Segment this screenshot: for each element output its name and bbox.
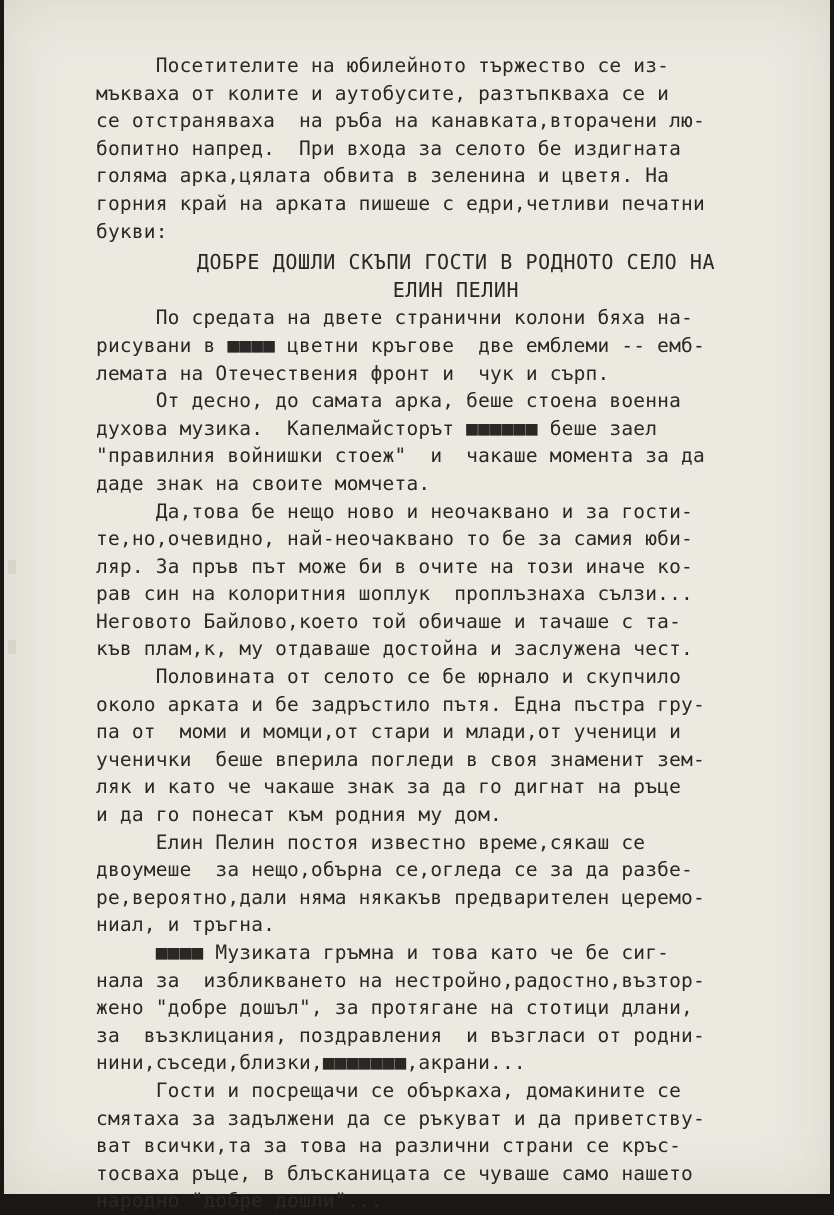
inscription-line: ДОБРЕ ДОШЛИ СКЪПИ ГОСТИ В РОДНОТО СЕЛО НА [196,250,716,275]
text-line: около арката и бе задръстило пътя. Една пъстра гру- [96,692,705,716]
paragraph-crowd [96,663,816,829]
text-line: Елин Пелин постоя известно време,сякаш се [96,830,646,854]
text-line: От десно, до самата арка, беше стоена военна [96,389,682,413]
text-line: ученички беше вперила погледи в своя знаменит зем- [96,747,705,771]
page-edge-mark [8,560,16,574]
text-line: къв плам,к, му отдаваше достойна и заслужена чест. [96,637,693,661]
paragraph-music [96,939,816,1077]
text-line: Да,това бе нещо ново и неочаквано и за гости- [96,499,693,523]
text-line: рисувани в ■■■■ цветни кръгове две емблеми -- емб- [96,333,705,357]
text-line: ват всички,та за това на различни страни се кръс- [96,1134,682,1158]
text-line: нала за избликването на нестройно,радостно,възтор- [96,968,705,992]
text-line: Посетителите на юбилейното тържество се из- [96,54,670,77]
text-line: ниал, и тръгна. [96,913,276,937]
paragraph-arrival [96,52,816,245]
arch-inscription [96,249,816,304]
text-line: и да го понесат към родния му дом. [96,803,502,827]
text-line: народно "добре дошли"... [96,1189,383,1213]
text-line: тосваха ръце, в блъсканицата се чуваше само нашето [96,1161,693,1185]
paragraph-emblems [96,304,816,387]
text-line: нини,съседи,близки,■■■■■■■,акрани... [96,1051,526,1075]
text-line: лемата на Отечествения фронт и чук и сърп. [96,361,610,385]
text-line: голяма арка,цялата обвита в зеленина и цветя. На [96,164,670,188]
text-line: ■■■■ Музиката гръмна и това като че бе сиг- [96,941,670,964]
text-line: По средата на двете странични колони бяха на- [96,306,693,330]
text-line: те,но,очевидно, най-неочаквано то бе за самия юби- [96,527,693,551]
text-line: букви: [96,219,168,243]
text-line: ляк и като че чакаше знак за да го дигнат на ръце [96,775,682,799]
text-line: смятаха за задължени да се ръкуват и да приветству- [96,1106,705,1130]
text-line: Половината от селото се бе юрнало и скупчило [96,665,682,689]
text-line: за възклицания, поздравления и възгласи от родни- [96,1023,705,1047]
text-line: мъкваха от колите и аутобусите, разтъпкваха се и [96,81,670,105]
text-line: бопитно напред. При входа за селото бе издигната [96,136,682,160]
text-line: ре,вероятно,дали няма някакъв предварителен церемо- [96,885,705,909]
inscription-line: ЕЛИН ПЕЛИН [392,277,520,302]
text-line: духова музика. Капелмайсторът ■■■■■■ беше заел [96,416,658,440]
text-line: Неговото Байлово,което той обичаше и тачаше с та- [96,609,682,633]
text-line: ляр. За пръв път може би в очите на този иначе ко- [96,554,693,578]
typewritten-page [4,0,830,1213]
text-line: па от моми и момци,от стари и млади,от ученици и [96,720,682,744]
paragraph-band [96,387,816,497]
text-line: двоумеше за нещо,обърна се,огледа се за да разбе- [96,858,693,882]
typed-text-body [96,52,816,1215]
paragraph-surprise [96,498,816,664]
text-line: Гости и посрещачи се объркаха, домакините се [96,1078,682,1102]
text-line: жено "добре дошъл", за протягане на стотици длани, [96,996,693,1020]
text-line: горния край на арката пишеше с едри,четливи печатни [96,191,705,215]
text-line: рав син на колоритния шоплук проплъзнаха сълзи... [96,582,693,606]
paragraph-greetings [96,1077,816,1215]
text-line: "правилния войнишки стоеж" и чакаше момента за да [96,444,705,468]
page-edge-mark [8,640,16,654]
paragraph-hesitation [96,829,816,939]
text-line: даде знак на своите момчета. [96,471,431,495]
text-line: се отстраняваха на ръба на канавката,вторачени лю- [96,109,705,133]
